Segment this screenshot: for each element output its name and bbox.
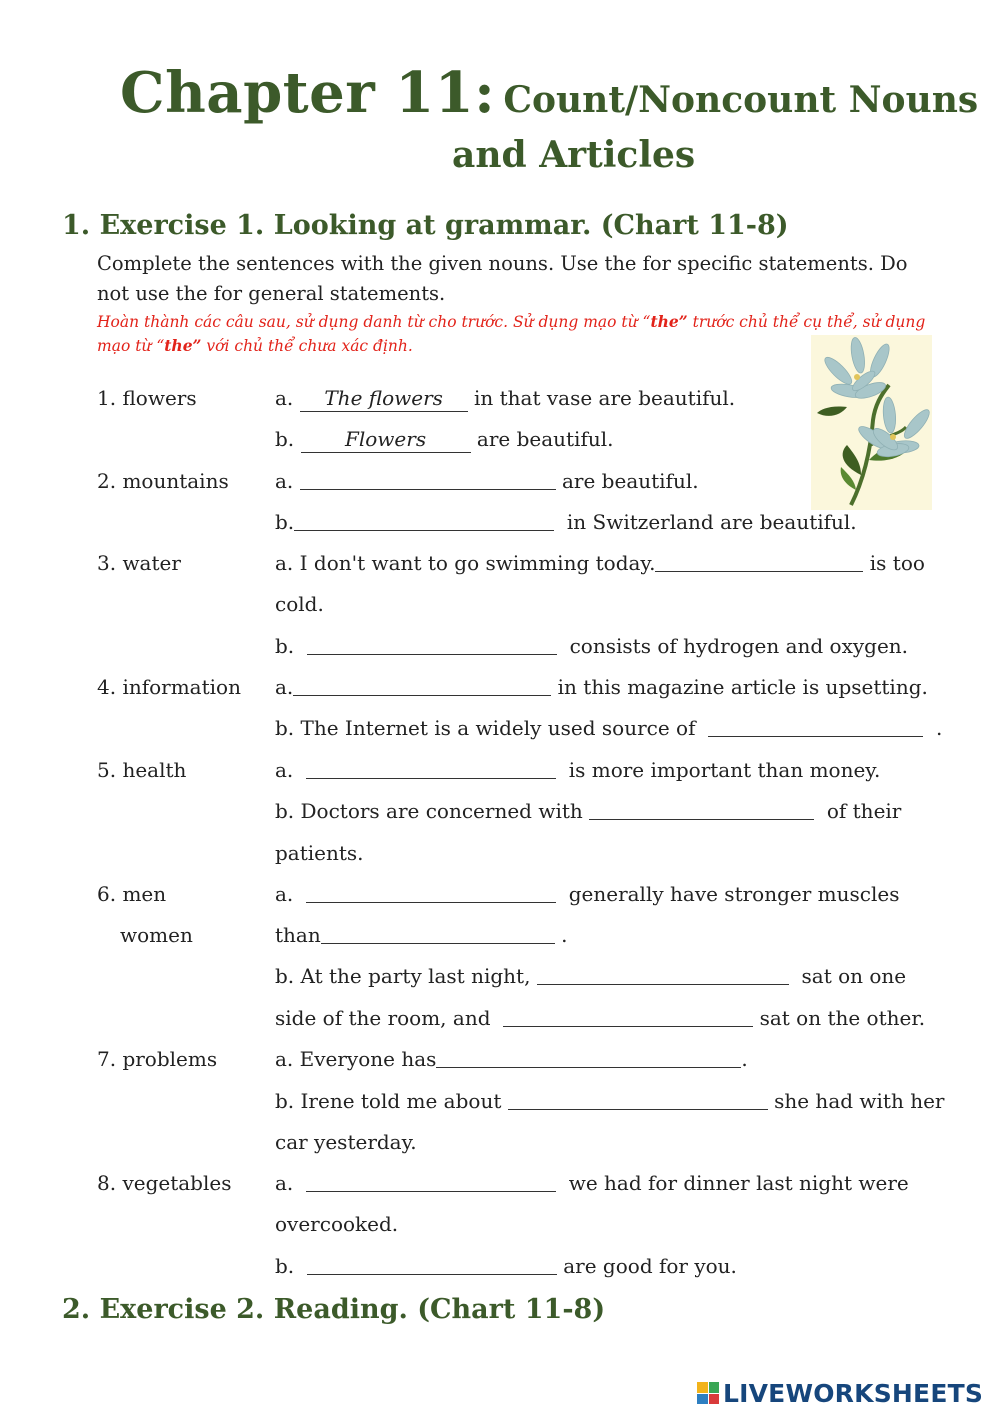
item-2a: 2. mountains a. are beautiful. — [0, 461, 1000, 502]
item-1b: b. Flowers are beautiful. — [275, 427, 614, 451]
blank-6b-2[interactable] — [503, 1000, 753, 1027]
item-1a: 1. flowers a. The flowers in that vase are beautiful. — [0, 378, 1000, 419]
item-4a: 4. information a. in this magazine article is upsetting. — [0, 667, 1000, 708]
item-3b: b. consists of hydrogen and oxygen. — [0, 626, 1000, 667]
noun-men: 6. men — [97, 882, 167, 906]
noun-problems: 7. problems — [97, 1047, 218, 1071]
noun-mountains: 2. mountains — [97, 469, 229, 493]
blank-3b[interactable] — [307, 628, 557, 655]
item-4b: b. The Internet is a widely used source of . — [0, 708, 1000, 749]
chapter-label: Chapter 11: — [120, 60, 496, 126]
title-subtitle-line1: Count/Noncount Nouns — [503, 79, 979, 121]
item-6a: 6. men a. generally have stronger muscles — [0, 874, 1000, 915]
noun-health: 5. health — [97, 758, 187, 782]
blank-6b-1[interactable] — [537, 958, 789, 985]
noun-flowers: 1. flowers — [97, 386, 197, 410]
exercise2-heading: 2. Exercise 2. Reading. (Chart 11-8) — [62, 1294, 606, 1325]
item-8b: b. are good for you. — [0, 1246, 1000, 1287]
blank-4a[interactable] — [293, 669, 551, 696]
blank-2a[interactable] — [300, 463, 556, 490]
item-7b: b. Irene told me about she had with her — [0, 1081, 1000, 1122]
exercise1-heading: 1. Exercise 1. Looking at grammar. (Chart 11-8) — [62, 210, 789, 241]
noun-information: 4. information — [97, 675, 241, 699]
blank-5b[interactable] — [589, 793, 814, 820]
item-7a: 7. problems a. Everyone has . — [0, 1039, 1000, 1080]
noun-water: 3. water — [97, 551, 181, 575]
blank-8b[interactable] — [307, 1248, 557, 1275]
item-8a: 8. vegetables a. we had for dinner last night were — [0, 1163, 1000, 1204]
item-3a-cont: cold. — [275, 592, 324, 616]
item-8a-cont: overcooked. — [275, 1212, 399, 1236]
item-5b-cont: patients. — [275, 841, 364, 865]
item-2b: b. in Switzerland are beautiful. — [0, 502, 1000, 543]
blank-7a[interactable] — [436, 1041, 741, 1068]
item-6b-cont: side of the room, and sat on the other. — [0, 998, 1000, 1039]
noun-vegetables: 8. vegetables — [97, 1171, 232, 1195]
title-subtitle-line2: and Articles — [452, 134, 696, 176]
blank-2b[interactable] — [294, 504, 554, 531]
item-6b: b. At the party last night, sat on one — [0, 956, 1000, 997]
answer-1b[interactable]: Flowers — [301, 426, 471, 453]
blank-5a[interactable] — [306, 752, 556, 779]
item-7b-cont: car yesterday. — [275, 1130, 417, 1154]
liveworksheets-logo[interactable] — [697, 1377, 983, 1409]
exercise1-vietnamese-instructions: Hoàn thành các câu sau, sử dụng danh từ cho trước. Sử dụng mạo từ “the” trước chủ thể cụ thể, sử dụng mạo từ “the” với chủ thể chưa xác định. — [97, 312, 926, 355]
blank-6a-2[interactable] — [321, 917, 555, 944]
answer-1a[interactable]: The flowers — [300, 385, 468, 412]
blank-6a-1[interactable] — [306, 876, 556, 903]
item-3a: 3. water a. I don't want to go swimming today. is too — [0, 543, 1000, 584]
liveworksheets-logo-text: LIVEWORKSHEETS — [723, 1378, 984, 1408]
blank-3a[interactable] — [655, 545, 863, 572]
blank-8a[interactable] — [306, 1165, 556, 1192]
item-6a-cont: women than . — [0, 915, 1000, 956]
blank-7b[interactable] — [508, 1083, 768, 1110]
item-5b: b. Doctors are concerned with of their — [0, 791, 1000, 832]
liveworksheets-logo-icon — [697, 1382, 719, 1404]
noun-women: women — [120, 923, 193, 947]
blank-4b[interactable] — [708, 710, 923, 737]
exercise1-instructions: Complete the sentences with the given nouns. Use the for specific statements. Do not use the for general statements. — [97, 252, 908, 305]
item-5a: 5. health a. is more important than money. — [0, 750, 1000, 791]
